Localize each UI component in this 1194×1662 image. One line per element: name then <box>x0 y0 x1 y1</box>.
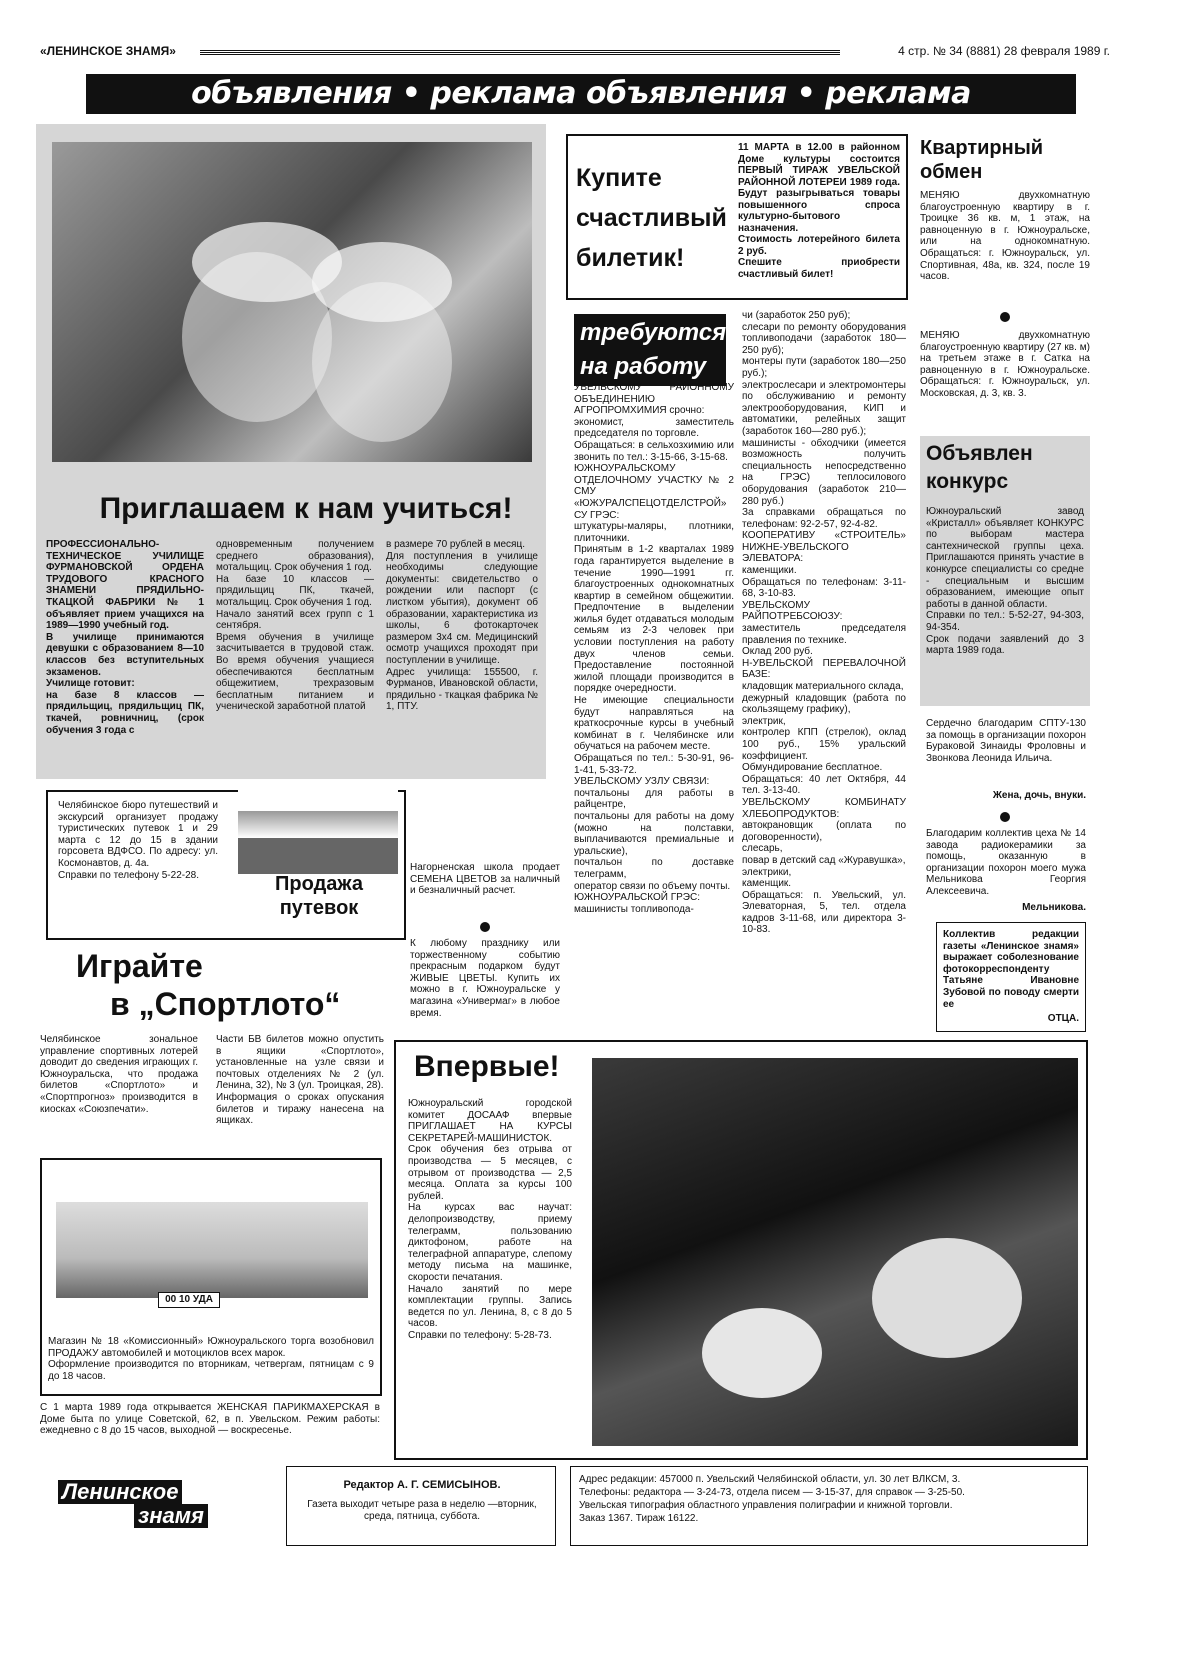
sportloto-col-2: Части БВ билетов можно опустить в ящики «Спортлото», установленные на узле связи и почтовых отделениях № 2 (ул. Ленина, 32), № 3 (ул. Троицкая, 28). Информация о сроках опускания билетов и тиражу нанесена на ящиках. <box>216 1034 384 1127</box>
issue-info: 4 стр. № 34 (8881) 28 февраля 1989 г. <box>898 44 1110 58</box>
paper-name: «ЛЕНИНСКОЕ ЗНАМЯ» <box>40 44 176 58</box>
jobs-col-2: чи (заработок 250 руб); слесари по ремонту оборудования топливоподачи (заработок 180—250 руб); монтеры пути (заработок 180—250 руб.); электрослесари и электромонтеры по обслуживанию и ремонту электрооборудования, КИП и автоматики, релейных защит (заработок 160—280 руб.); машинисты - обходчики (имеется возможность получить специальность непосредственно на ГРЭС) теплосилового оборудования (заработок 210—280 руб.) За справками обращаться по телефонам: 92-2-57, 92-4-82. КООПЕРАТИВУ «СТРОИТЕЛЬ» НИЖНЕ-УВЕЛЬСКОГО ЭЛЕВАТОРА: каменщики. Обращаться по телефонам: 3-11-68, 3-10-83. УВЕЛЬСКОМУ РАЙПОТРЕБСОЮЗУ: заместитель председателя правления по технике. Оклад 200 руб. Н-УВЕЛЬСКОЙ ПЕРЕВАЛОЧНОЙ БАЗЕ: кладовщик материального склада, дежурный кладовщик (работа по скользящему графику), электрик, контролер КПП (стрелок), оклад 100 руб., 15% уральский коэффициент. Обмундирование бесплатное. Обращаться: 40 лет Октября, 44 тел. 3-13-40. УВЕЛЬСКОМУ КОМБИНАТУ ХЛЕБОПРОДУКТОВ: автокрановщик (оплата по договоренности), слесарь, повар в детский сад «Журавушка», электрики, каменщик. Обращаться: п. Увельский, ул. Элеваторная, 5, тел. отдела кадров 3-11-68, или директора 3-10-83. <box>742 310 906 936</box>
flowers-text-2: К любому празднику или торжественному событию прекрасным подарком будут ЖИВЫЕ ЦВЕТЫ. Купить их можно в г. Южноуральске у магазина «Универмаг» в любое время. <box>410 938 560 1019</box>
lottery-text: 11 МАРТА в 12.00 в районном Доме культуры состоится ПЕРВЫЙ ТИРАЖ УВЕЛЬСКОЙ РАЙОННОЙ ЛОТЕРЕИ 1989 года. Будут разыгрываться товары повышенного спроса культурно-бытового назначения. Стоимость лотерейного билета 2 руб. Спешите приобрести счастливый билет! <box>738 142 900 280</box>
courses-text: Южноуральский городской комитет ДОСААФ впервые ПРИГЛАШАЕТ НА КУРСЫ СЕКРЕТАРЕЙ-МАШИНИСТОК. Срок обучения без отрыва от производства — 5 месяцев, с отрывом от производства — 2,5 месяца. Оплата за курсы 100 рублей. На курсах вас научат: делопроизводству, приему телеграмм, пользованию диктофоном, работе на телеграфной аппаратуре, слепому методу письма на машинке, скорости печатания. Начало занятий по мере комплектации группы. Запись ведется по ул. Ленина, 8, с 8 до 5 часов. Справки по телефону: 5-28-73. <box>408 1098 572 1341</box>
courses-ad <box>394 1040 1088 1460</box>
exchange-text-1: МЕНЯЮ двухкомнатную благоустроенную квартиру в г. Троицке 36 кв. м, 1 этаж, на равноценную в г. Южноуральске, или на однокомнатную. Обращаться: г. Южноуральск, ул. Спортивная, 48а, кв. 324, после 19 часов. <box>920 190 1090 283</box>
car-shop-ad <box>40 1158 382 1396</box>
flowers-ad <box>410 858 560 1038</box>
editorial-condolence-text: Коллектив редакции газеты «Ленинское знамя» выражает соболезнование фотокорреспонденту Татьяне Ивановне Зубовой по поводу смерти ее <box>943 929 1079 1010</box>
condolence-2-sign: Мельникова. <box>1022 902 1086 913</box>
exchange-section <box>920 136 1090 436</box>
footer-logo <box>54 1474 272 1534</box>
section-banner: объявления • реклама объявления • реклама <box>86 74 1076 114</box>
separator-dot <box>1000 312 1010 322</box>
contest-ad <box>920 436 1090 706</box>
hairdresser-ad: С 1 марта 1989 года открывается ЖЕНСКАЯ ПАРИКМАХЕРСКАЯ в Доме быта по улице Советской, 62, в п. Увельском. Режим работы: ежедневно с 8 до 15 часов, выходной — воскресенье. <box>40 1402 380 1437</box>
header-rule <box>200 49 840 55</box>
condolence-1-sign: Жена, дочь, внуки. <box>992 790 1086 801</box>
car-shop-text: Магазин № 18 «Комиссионный» Южноуральского торга возобновил ПРОДАЖУ автомобилей и мотоциклов всех марок. Оформление производится по вторникам, четвергам, пятницам с 9 до 18 часов. <box>48 1336 374 1382</box>
condolences-section <box>926 718 1086 938</box>
editorial-condolence-sign: ОТЦА. <box>1047 1013 1079 1024</box>
license-plate: 00 10 УДА <box>158 1292 220 1308</box>
tours-ad <box>46 790 406 940</box>
college-photo <box>52 142 532 462</box>
sportloto-title-1: Играйте <box>76 948 203 984</box>
mountain-illustration <box>238 784 398 874</box>
editorial-condolence <box>936 922 1086 1032</box>
college-col-3: в размере 70 рублей в месяц. Для поступления в училище необходимы следующие документы: свидетельство о рождении или паспорт (с листком убытия), документ об образовании, характеристика из школы, 6 фотокарточек размером 3х4 см. Медицинский осмотр учащихся проходят при поступлении в училище. Адрес училища: 155500, г. Фурманов, Ивановской области, прядильно - ткацкая фабрика № 1, ПТУ. <box>386 539 538 713</box>
college-title: Приглашаем к нам учиться! <box>99 492 513 525</box>
tours-text: Челябинское бюро путешествий и экскурсий организует продажу туристических путевок 1 и 29 марта с 12 до 15 в здании горсовета ВДФСО. По адресу: ул. Космонавтов, д. 4а. Справки по телефону 5-22-28. <box>58 800 218 881</box>
logo-line-1: Ленинское <box>58 1480 182 1504</box>
car-photo <box>56 1170 368 1330</box>
publication-schedule: Газета выходит четыре раза в неделю —вторник, среда, пятница, суббота. <box>307 1499 537 1522</box>
sportloto-col-1: Челябинское зональное управление спортивных лотерей доводит до сведения играющих г. Южноуральска, что продажа билетов «Спортлото» и «Спортпрогноз» производится в киосках «Союзпечати». <box>40 1034 198 1115</box>
sportloto-ad <box>40 948 390 1148</box>
condolence-2-text: Благодарим коллектив цеха № 14 завода радиокерамики за помощь, оказанную в организации похорон моего мужа Мельникова Георгия Алексеевича. <box>926 828 1086 897</box>
footer-address <box>570 1466 1088 1546</box>
contest-title: Объявлен конкурс <box>926 442 1033 493</box>
separator-dot <box>480 922 490 932</box>
exchange-title: Квартирный обмен <box>920 137 1044 183</box>
exchange-text-2: МЕНЯЮ двухкомнатную благоустроенную квартиру (27 кв. м) на третьем этаже в г. Сатка на равноценную в г. Южноуральске. Обращаться: г. Южноуральск, ул. Московская, д. 3, кв. 3. <box>920 330 1090 399</box>
editor-name: Редактор А. Г. СЕМИСЫНОВ. <box>343 1479 501 1491</box>
college-col-2: одновременным получением среднего образования), мотальщиц. Срок обучения 1 год. На базе 10 классов — прядильщиц ПК, ткачей, мотальщиц. Срок обучения 1 год. Начало занятий всех групп с 1 сентября. Время обучения в училище засчитывается в трудовой стаж. Во время обучения учащиеся обеспечиваются бесплатным общежитием, трехразовым бесплатным питанием и ученической заработной платой <box>216 539 374 713</box>
tours-title: Продажа путевок <box>275 873 363 919</box>
lottery-title: Купите счастливый билетик! <box>576 164 727 272</box>
sportloto-title-2: в „Спортлото“ <box>110 986 341 1022</box>
jobs-col-1: УВЕЛЬСКОМУ РАЙОННОМУ ОБЪЕДИНЕНИЮ АГРОПРОМХИМИЯ срочно: экономист, заместитель председателя по торговле. Обращаться: в сельхозхимию или звонить по тел.: 3-15-66, 3-15-68. ЮЖНОУРАЛЬСКОМУ ОТДЕЛОЧНОМУ УЧАСТКУ № 2 СМУ «ЮЖУРАЛСПЕЦОТДЕЛСТРОЙ» СУ ГРЭС: штукатуры-маляры, плотники, плиточники. Принятым в 1-2 кварталах 1989 года гарантируется выделение в течение 1990—1991 гг. благоустроенных однокомнатных квартир в семейном общежитии. Предпочтение в выделении жилья будет отдаваться молодым семьям из 2-3 человек при условии поступления на работу двух членов семьи. Предоставление постоянной жилой площади производится в порядке очередности. Не имеющие специальности будут направляться на краткосрочные курсы в учебный комбинат в г. Челябинске или обучаться на рабочем месте. Обращаться по тел.: 5-30-91, 96-1-41, 5-33-72. УВЕЛЬСКОМУ УЗЛУ СВЯЗИ: почтальоны для работы в райцентре, почтальоны для работы на дому (можно на полставки, выплачиваются премиальные и уральские), почтальон по доставке телеграмм, оператор связи по объему почты. ЮЖНОУРАЛЬСКОЙ ГРЭС: машинисты топливопода- <box>574 382 734 915</box>
flowers-text-1: Нагорненская школа продает СЕМЕНА ЦВЕТОВ за наличный и безналичный расчет. <box>410 862 560 897</box>
contest-text: Южноуральский завод «Кристалл» объявляет КОНКУРС по выборам мастера сантехнической группы цеха. Приглашаются принять участие в конкурсе специалисты со средне - специальным и высшим образованием, имеющие опыт работы в данной области. Справки по тел.: 5-52-27, 94-303, 94-354. Срок подачи заявлений до 3 марта 1989 года. <box>926 506 1084 657</box>
courses-title: Впервые! <box>414 1050 560 1083</box>
editorial-address: Адрес редакции: 457000 п. Увельский Челябинской области, ул. 30 лет ВЛКСМ, 3. Телефоны: редактора — 3-24-73, отдела писем — 3-15-37, для справок — 3-25-50. Увельская типография областного управления полиграфии и книжной торговли. Заказ 1367. Тираж 16122. <box>579 1474 965 1524</box>
separator-dot <box>1000 812 1010 822</box>
college-col-1: ПРОФЕССИОНАЛЬНО-ТЕХНИЧЕСКОЕ УЧИЛИЩЕ ФУРМАНОВСКОЙ ОРДЕНА ТРУДОВОГО КРАСНОГО ЗНАМЕНИ ПРЯДИЛЬНО-ТКАЦКОЙ ФАБРИКИ № 1 объявляет прием учащихся на 1989—1990 учебный год. В училище принимаются девушки с образованием 8—10 классов без вступительных экзаменов. Училище готовит: на базе 8 классов — прядильщиц, прядильщиц ПК, ткачей, ровничниц, (срок обучения 3 года с <box>46 539 204 736</box>
logo-line-2: знамя <box>134 1504 208 1528</box>
typewriter-photo <box>592 1058 1078 1446</box>
condolence-1-text: Сердечно благодарим СПТУ-130 за помощь в организации похорон Бураковой Зинаиды Фроловны и Звонкова Леонида Ильича. <box>926 718 1086 764</box>
footer-editor <box>286 1466 556 1546</box>
jobs-title: требуются на работу <box>574 314 734 386</box>
lottery-ad <box>566 134 908 300</box>
college-ad <box>36 124 546 779</box>
jobs-section <box>566 310 916 1040</box>
